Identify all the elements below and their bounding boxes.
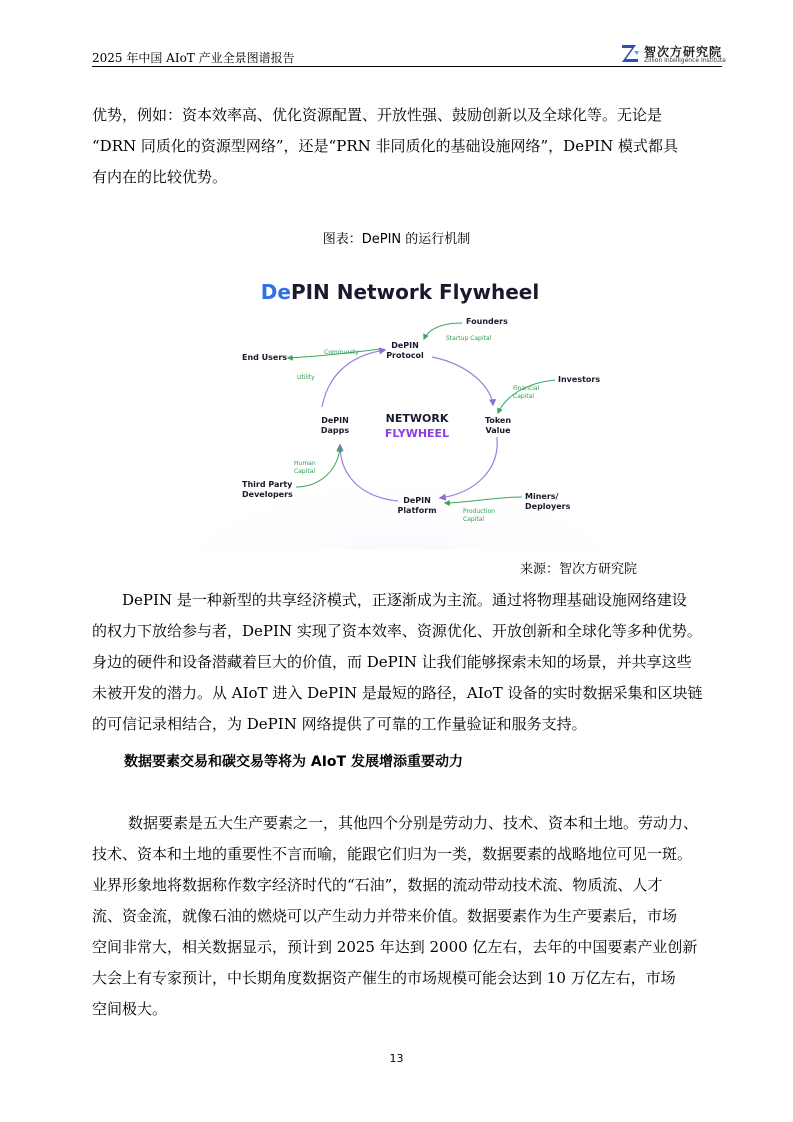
text-line: 业界形象地将数据称作数字经济时代的“石油”，数据的流动带动技术流、物质流、人才 <box>92 876 663 894</box>
node-platform-line1: DePIN <box>403 496 431 505</box>
logo-subtitle: Zillion Intelligence Institute <box>644 57 726 64</box>
actor-founders: Founders <box>466 317 508 326</box>
node-platform-line2: Platform <box>397 506 437 515</box>
text-line: 的可信记录相结合，为 DePIN 网络提供了可靠的工作量验证和服务支持。 <box>92 715 587 733</box>
text-line: 数据要素是五大生产要素之一，其他四个分别是劳动力、技术、资本和土地。劳动力、 <box>128 814 699 832</box>
node-token-line2: Value <box>485 426 511 435</box>
label-utility: Utility <box>297 374 315 381</box>
text-line: 未被开发的潜力。从 AIoT 进入 DePIN 是最短的路径，AIoT 设备的实时数据采集和区块链 <box>92 684 703 702</box>
figure-caption: 图表：DePIN 的运行机制 <box>322 232 471 247</box>
text-line: 优势，例如：资本效率高、优化资源配置、开放性强、鼓励创新以及全球化等。无论是 <box>92 106 663 124</box>
text-line: 技术、资本和土地的重要性不言而喻，能跟它们归为一类，数据要素的战略地位可见一斑。 <box>92 845 693 863</box>
header-divider <box>92 66 722 67</box>
node-protocol-line1: DePIN <box>391 341 419 350</box>
page-number: 13 <box>389 1052 404 1065</box>
node-protocol-line2: Protocol <box>386 351 424 360</box>
text-line: 大会上有专家预计，中长期角度数据资产催生的市场规模可能会达到 10 万亿左右，市场 <box>92 969 676 987</box>
text-line: 流、资金流，就像石油的燃烧可以产生动力并带来价值。数据要素作为生产要素后，市场 <box>92 907 678 925</box>
text-line: 空间极大。 <box>92 1000 168 1018</box>
logo-name: 智次方研究院 <box>644 45 723 59</box>
actor-investors: Investors <box>558 375 600 384</box>
figure-source: 来源：智次方研究院 <box>520 562 638 577</box>
center-label-network: NETWORK <box>385 412 449 425</box>
label-production-capital-line1: Production <box>463 508 495 515</box>
center-label-flywheel: FLYWHEEL <box>384 427 450 440</box>
actor-developers-line2: Developers <box>242 490 293 499</box>
text-line: 的权力下放给参与者，DePIN 实现了资本效率、资源优化、开放创新和全球化等多种优势。 <box>92 622 702 640</box>
actor-miners-line2: Deployers <box>525 502 571 511</box>
header-title: 2025 年中国 AIoT 产业全景图谱报告 <box>92 51 295 65</box>
figure-title: DePIN Network Flywheel <box>260 280 540 304</box>
label-human-capital-line2: Capital <box>294 468 316 475</box>
actor-end-users: End Users <box>242 353 288 362</box>
label-community: Community <box>324 349 359 356</box>
node-dapps-line2: Dapps <box>320 426 350 435</box>
paragraph-2 <box>92 585 724 740</box>
paragraph-3 <box>92 808 724 1025</box>
text-line: 空间非常大，相关数据显示，预计到 2025 年达到 2000 亿左右，去年的中国要素产业创新 <box>92 938 698 956</box>
text-line: 有内在的比较优势。 <box>92 168 228 186</box>
label-financial-capital-line2: Capital <box>513 393 535 400</box>
label-financial-capital-line1: Financial <box>513 385 540 392</box>
node-dapps-line1: DePIN <box>321 416 349 425</box>
paragraph-1 <box>92 100 724 193</box>
label-production-capital-line2: Capital <box>463 516 485 523</box>
actor-developers-line1: Third Party <box>242 480 293 489</box>
actor-miners-line1: Miners/ <box>525 492 559 501</box>
label-human-capital-line1: Human <box>294 460 316 467</box>
text-line: “DRN 同质化的资源型网络”，还是“PRN 非同质化的基础设施网络”，DePIN 模式都具 <box>92 137 678 155</box>
label-startup-capital: Startup Capital <box>446 335 492 342</box>
section-heading: 数据要素交易和碳交易等将为 AIoT 发展增添重要动力 <box>124 754 463 770</box>
depin-flywheel-figure <box>200 265 600 550</box>
text-line: 身边的硬件和设备潜藏着巨大的价值，而 DePIN 让我们能够探索未知的场景，并共享这些 <box>92 653 692 671</box>
zillion-logo-icon <box>620 42 640 64</box>
node-token-line1: Token <box>484 416 512 425</box>
text-line: DePIN 是一种新型的共享经济模式，正逐渐成为主流。通过将物理基础设施网络建设 <box>122 591 687 609</box>
institute-logo <box>620 42 730 66</box>
